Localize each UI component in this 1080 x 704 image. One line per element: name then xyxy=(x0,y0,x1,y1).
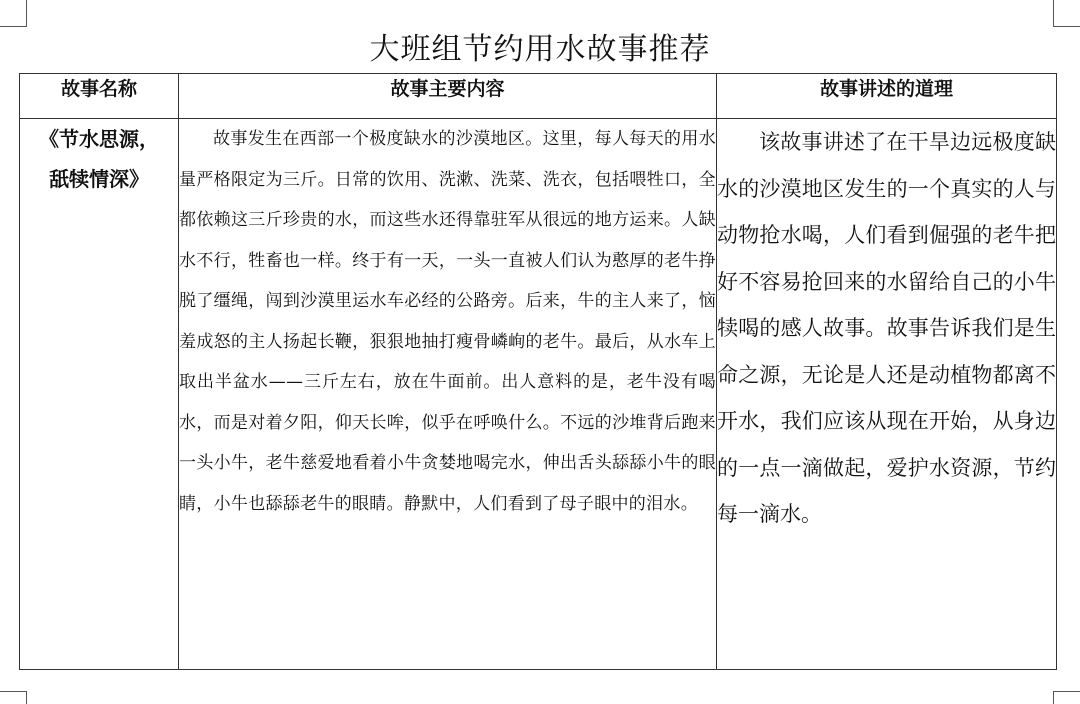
table-row xyxy=(20,119,1057,670)
table-header-row xyxy=(20,74,1057,119)
page-corner-mark-top-left xyxy=(0,0,27,27)
story-table xyxy=(19,73,1057,670)
story-name-line-2: 舐犊情深》 xyxy=(49,167,149,191)
header-story-moral: 故事讲述的道理 xyxy=(717,74,1057,119)
document-title: 大班组节约用水故事推荐 xyxy=(369,32,711,67)
story-content-cell: 故事发生在西部一个极度缺水的沙漠地区。这里，每人每天的用水量严格限定为三斤。日常的饮用、洗漱、洗菜、洗衣，包括喂牲口，全都依赖这三斤珍贵的水，而这些水还得靠驻军从很远的地方运来。人缺水不行，牲畜也一样。终于有一天，一头一直被人们认为憨厚的老牛挣脱了缰绳，闯到沙漠里运水车必经的公路旁。后来，牛的主人来了，恼羞成怒的主人扬起长鞭，狠狠地抽打瘦骨嶙峋的老牛。最后，从水车上取出半盆水——三斤左右，放在牛面前。出人意料的是，老牛没有喝水，而是对着夕阳，仰天长哞，似乎在呼唤什么。不远的沙堆背后跑来一头小牛，老牛慈爱地看着小牛贪婪地喝完水，伸出舌头舔舔小牛的眼睛，小牛也舔舔老牛的眼睛。静默中，人们看到了母子眼中的泪水。 xyxy=(179,119,717,670)
header-story-content: 故事主要内容 xyxy=(179,74,717,119)
page-corner-mark-bottom-left xyxy=(0,691,27,704)
story-moral-cell: 该故事讲述了在干旱边远极度缺水的沙漠地区发生的一个真实的人与动物抢水喝，人们看到倔强的老牛把好不容易抢回来的水留给自己的小牛犊喝的感人故事。故事告诉我们是生命之源，无论是人还是动植物都离不开水，我们应该从现在开始，从身边的一点一滴做起，爱护水资源，节约每一滴水。 xyxy=(717,119,1057,670)
header-story-name: 故事名称 xyxy=(20,74,179,119)
story-name-cell xyxy=(20,119,179,670)
page-corner-mark-bottom-right xyxy=(1053,691,1080,704)
page-corner-mark-top-right xyxy=(1053,0,1080,27)
story-name-line-1: 《节水思源， xyxy=(39,127,159,151)
